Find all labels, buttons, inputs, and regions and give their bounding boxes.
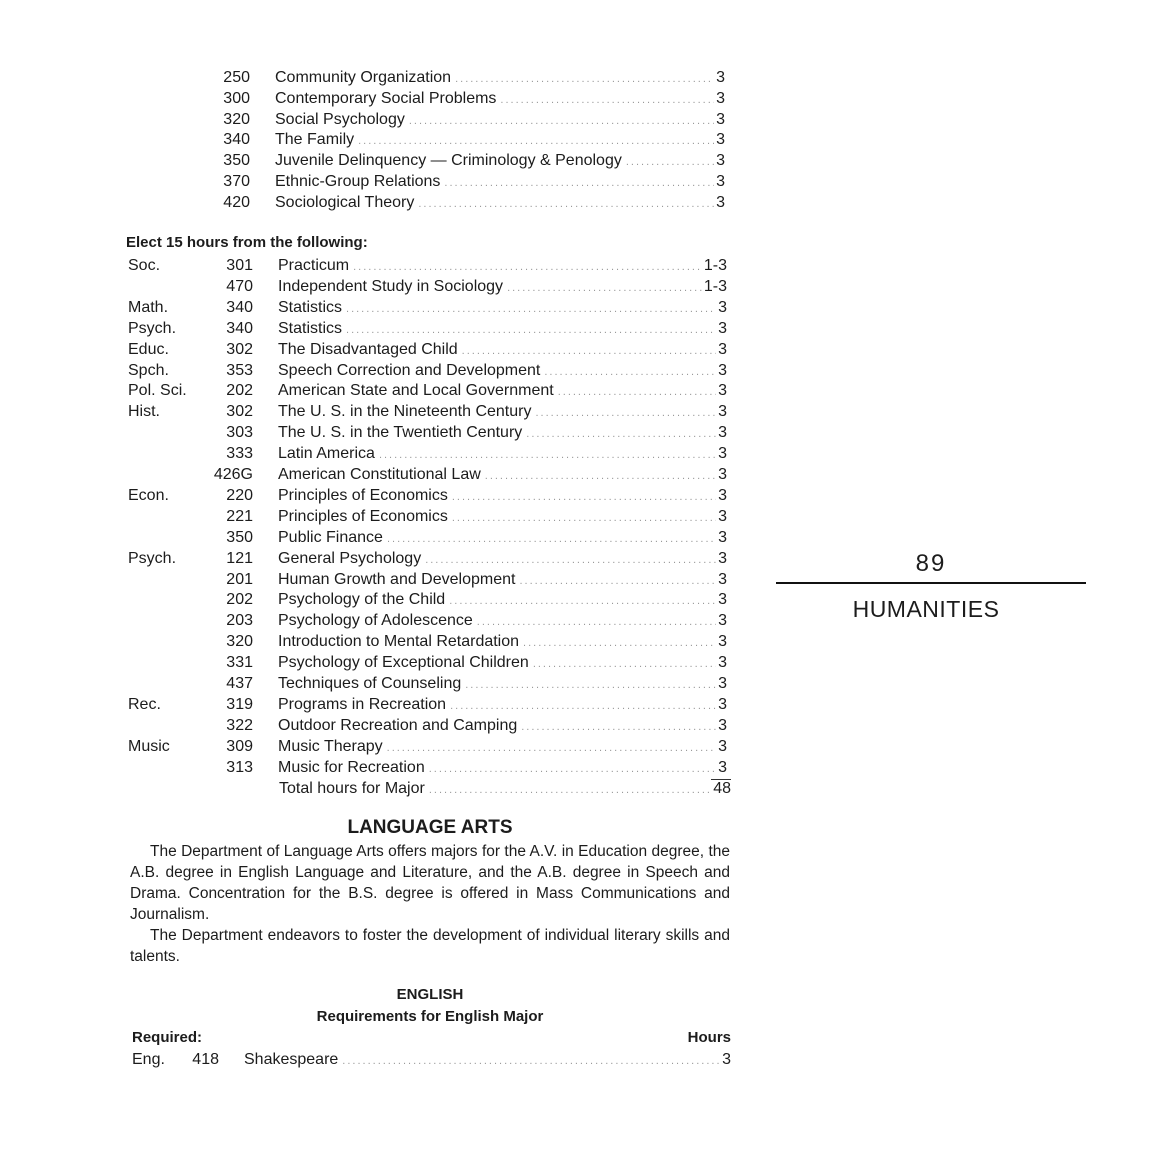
course-row — [0, 464, 740, 485]
dot-leader — [485, 466, 716, 487]
dot-leader — [558, 382, 716, 403]
course-row — [0, 88, 740, 109]
course-number: 340 — [223, 131, 250, 149]
course-row — [0, 506, 740, 527]
course-number: 300 — [223, 89, 250, 107]
course-row — [0, 527, 740, 548]
course-row — [0, 276, 740, 297]
course-number: 202 — [226, 382, 253, 400]
course-row — [0, 757, 740, 778]
course-hours: 3 — [718, 507, 727, 525]
course-title: Programs in Recreation — [278, 694, 450, 715]
course-hours: 1-3 — [703, 277, 727, 295]
course-hours: 3 — [716, 69, 725, 86]
department: Soc. — [128, 257, 161, 274]
course-number: 221 — [226, 507, 253, 525]
course-row — [0, 610, 740, 631]
elect-heading: Elect 15 hours from the following: — [126, 234, 368, 251]
course-number: 426G — [213, 466, 253, 483]
course-title: Principles of Economics — [278, 485, 452, 506]
course-row — [0, 109, 740, 130]
department: Psych. — [128, 319, 177, 337]
department: Eng. — [132, 1051, 165, 1068]
course-title: Ethnic-Group Relations — [275, 171, 444, 192]
course-row — [0, 631, 740, 652]
course-number: 309 — [226, 737, 253, 755]
dot-leader — [526, 424, 716, 445]
course-hours: 3 — [722, 1051, 731, 1068]
course-row — [0, 485, 740, 506]
course-number: 331 — [226, 654, 253, 672]
department: Educ. — [128, 340, 169, 358]
course-hours: 3 — [718, 591, 727, 609]
course-hours: 3 — [718, 716, 727, 734]
course-number: 353 — [226, 361, 253, 379]
dot-leader — [387, 529, 716, 550]
course-title: Human Growth and Development — [278, 569, 519, 590]
paragraph: The Department of Language Arts offers majors for the A.V. in Education degree, the A.B. degree in English Language and Literature, and the A.B. degree in Speech and Drama. Concentration for the B.S. degree is offered in Mass Communications and Journalism. — [130, 843, 730, 923]
course-row — [0, 67, 740, 88]
dot-leader — [425, 550, 716, 571]
course-title: Music for Recreation — [278, 757, 429, 778]
dot-leader — [387, 738, 716, 759]
course-number: 250 — [223, 69, 250, 86]
course-row — [0, 171, 740, 192]
course-row — [0, 652, 740, 673]
course-title: Statistics — [278, 297, 346, 318]
dot-leader — [465, 675, 716, 696]
course-title: Music Therapy — [278, 736, 387, 757]
course-row — [0, 129, 740, 150]
department: Rec. — [128, 695, 161, 713]
course-title: Principles of Economics — [278, 506, 452, 527]
course-row — [0, 401, 740, 422]
dot-leader — [418, 194, 714, 215]
dot-leader — [353, 257, 702, 278]
course-title: American Constitutional Law — [278, 464, 485, 485]
course-row — [0, 422, 740, 443]
course-hours: 3 — [716, 110, 725, 128]
course-hours: 3 — [718, 319, 727, 337]
dot-leader — [519, 571, 716, 592]
course-title: Outdoor Recreation and Camping — [278, 715, 521, 736]
course-hours: 3 — [718, 424, 727, 442]
dot-leader — [379, 445, 716, 466]
section-title: LANGUAGE ARTS — [347, 817, 513, 838]
dot-leader — [535, 403, 716, 424]
course-number: 418 — [192, 1051, 219, 1068]
dot-leader — [462, 341, 716, 362]
dot-leader — [452, 508, 716, 529]
course-title: The U. S. in the Twentieth Century — [278, 422, 526, 443]
course-row — [0, 736, 740, 757]
course-row — [0, 569, 740, 590]
paragraph: The Department endeavors to foster the development of individual literary skills and talents. — [130, 927, 730, 965]
course-number: 333 — [226, 445, 253, 463]
course-number: 220 — [226, 486, 253, 504]
course-row — [0, 548, 740, 569]
subsection-title: ENGLISH — [396, 986, 464, 1003]
course-number: 350 — [226, 528, 253, 546]
department: Hist. — [128, 403, 160, 421]
course-row — [0, 715, 740, 736]
course-number: 350 — [223, 152, 250, 170]
course-number: 301 — [226, 257, 253, 274]
course-hours: 3 — [718, 737, 727, 755]
course-number: 201 — [226, 570, 253, 588]
course-hours: 3 — [718, 361, 727, 379]
department: Psych. — [128, 549, 177, 567]
department: Math. — [128, 298, 169, 316]
course-hours: 3 — [718, 758, 727, 776]
course-number: 470 — [226, 277, 253, 295]
department: Econ. — [128, 486, 169, 504]
course-hours: 3 — [718, 570, 727, 588]
course-title: The Disadvantaged Child — [278, 339, 462, 360]
dot-leader — [429, 759, 716, 780]
course-number: 340 — [226, 298, 253, 316]
course-title: The Family — [275, 129, 358, 150]
dot-leader — [544, 362, 716, 383]
course-row — [0, 339, 740, 360]
course-number: 302 — [226, 403, 253, 421]
course-row — [0, 380, 740, 401]
course-title: Shakespeare — [244, 1049, 342, 1070]
hours-label: Hours — [687, 1029, 731, 1046]
course-number: 319 — [226, 695, 253, 713]
course-row — [0, 192, 740, 213]
course-number: 420 — [223, 193, 250, 211]
total-hours: 48 — [713, 780, 731, 797]
course-title: Techniques of Counseling — [278, 673, 465, 694]
divider — [776, 582, 1086, 584]
course-title: Public Finance — [278, 527, 387, 548]
course-hours: 3 — [718, 445, 727, 463]
dot-leader — [346, 299, 716, 320]
course-hours: 3 — [718, 486, 727, 504]
course-title: The U. S. in the Nineteenth Century — [278, 401, 535, 422]
course-hours: 3 — [716, 89, 725, 107]
course-title: Community Organization — [275, 67, 455, 88]
course-row — [0, 150, 740, 171]
subsection-subtitle: Requirements for English Major — [316, 1008, 544, 1025]
total-row — [0, 778, 740, 799]
course-title: Juvenile Delinquency — Criminology & Penology — [275, 150, 626, 171]
dot-leader — [533, 654, 716, 675]
course-title: Sociological Theory — [275, 192, 418, 213]
dot-leader — [449, 591, 716, 612]
department: Music — [128, 737, 170, 755]
dot-leader — [342, 1051, 720, 1072]
course-hours: 3 — [718, 403, 727, 421]
course-number: 203 — [226, 612, 253, 630]
dot-leader — [521, 717, 716, 738]
course-hours: 3 — [718, 654, 727, 672]
course-row — [0, 673, 740, 694]
course-title: Latin America — [278, 443, 379, 464]
dot-leader — [452, 487, 716, 508]
course-title: Psychology of the Child — [278, 589, 449, 610]
course-hours: 3 — [718, 549, 727, 567]
course-hours: 3 — [716, 173, 725, 190]
course-number: 320 — [223, 110, 250, 128]
dot-leader — [429, 780, 711, 801]
course-row — [0, 1049, 740, 1070]
dot-leader — [523, 633, 716, 654]
department: Spch. — [128, 361, 169, 379]
total-label: Total hours for Major — [279, 778, 429, 799]
course-hours: 1-3 — [703, 257, 727, 274]
dot-leader — [477, 612, 716, 633]
course-hours: 3 — [716, 131, 725, 149]
course-title: Psychology of Exceptional Children — [278, 652, 533, 673]
course-number: 313 — [226, 758, 253, 776]
course-number: 303 — [226, 424, 253, 442]
course-hours: 3 — [718, 528, 727, 546]
course-title: Introduction to Mental Retardation — [278, 631, 523, 652]
course-number: 320 — [226, 633, 253, 651]
page-number: 89 — [915, 550, 947, 577]
course-number: 322 — [226, 716, 253, 734]
course-number: 370 — [223, 173, 250, 190]
course-title: Practicum — [278, 255, 353, 276]
course-row — [0, 694, 740, 715]
course-number: 340 — [226, 319, 253, 337]
course-hours: 3 — [718, 466, 727, 483]
course-row — [0, 360, 740, 381]
dot-leader — [450, 696, 716, 717]
course-title: Social Psychology — [275, 109, 409, 130]
course-number: 437 — [226, 675, 253, 692]
course-title: Independent Study in Sociology — [278, 276, 507, 297]
course-number: 202 — [226, 591, 253, 609]
course-title: American State and Local Government — [278, 380, 558, 401]
course-number: 121 — [226, 549, 253, 567]
course-row — [0, 443, 740, 464]
course-hours: 3 — [718, 695, 727, 713]
course-hours: 3 — [716, 193, 725, 211]
course-row — [0, 297, 740, 318]
course-number: 302 — [226, 340, 253, 358]
course-row — [0, 255, 740, 276]
course-row — [0, 589, 740, 610]
course-hours: 3 — [716, 152, 725, 170]
course-hours: 3 — [718, 340, 727, 358]
course-hours: 3 — [718, 633, 727, 651]
dot-leader — [346, 320, 716, 341]
course-hours: 3 — [718, 382, 727, 400]
course-title: Psychology of Adolescence — [278, 610, 477, 631]
running-head: HUMANITIES — [852, 596, 1000, 622]
required-label: Required: — [132, 1029, 203, 1046]
course-title: Contemporary Social Problems — [275, 88, 500, 109]
department: Pol. Sci. — [128, 382, 187, 400]
course-hours: 3 — [718, 612, 727, 630]
course-title: Statistics — [278, 318, 346, 339]
course-hours: 3 — [718, 298, 727, 316]
course-row — [0, 318, 740, 339]
dot-leader — [507, 278, 702, 299]
course-hours: 3 — [718, 675, 727, 692]
course-title: General Psychology — [278, 548, 425, 569]
course-title: Speech Correction and Development — [278, 360, 544, 381]
